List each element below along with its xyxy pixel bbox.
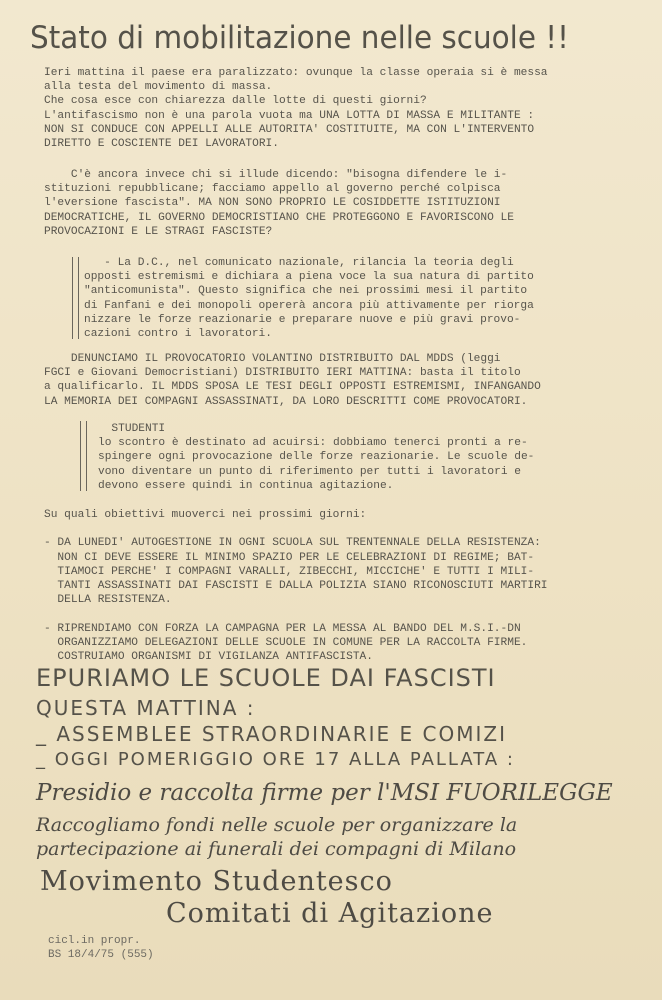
typed-line [44,607,634,621]
margin-bar [72,257,79,339]
typed-line: opposti estremismi e dichiara a piena voce la sua natura di partito [84,271,534,284]
typed-line: vono diventare un punto di riferimento per tutti i lavoratori e [98,465,521,478]
typed-line: TIAMOCI PERCHE' I COMPAGNI VARALLI, ZIBECCHI, MICCICHE' E TUTTI I MILI- [44,565,535,578]
typed-line: DENUNCIAMO IL PROVOCATORIO VOLANTINO DISTRIBUITO DAL MDDS (leggi [44,353,501,365]
paragraph-mdds [44,352,634,409]
typed-line: ORGANIZZIAMO DELEGAZIONI DELLE SCUOLE IN COMUNE PER LA RACCOLTA FIRME. [44,636,528,649]
typed-line: PROVOCAZIONI E LE STRAGI FASCISTE? [44,225,273,238]
typed-line: C'è ancora invece chi si illude dicendo: "bisogna difendere le i- [44,169,508,181]
typed-line: l'eversione fascista". MA NON SONO PROPRIO LE COSIDDETTE ISTITUZIONI [44,197,501,210]
typed-line: Ieri mattina il paese era paralizzato: ovunque la classe operaia si è messa [44,67,548,79]
handwritten-slogan: EPURIAMO LE SCUOLE DAI FASCISTI [36,664,496,692]
signature-comitati: Comitati di Agitazione [166,898,494,929]
handwritten-morning: QUESTA MATTINA : [36,696,256,720]
typed-line: - RIPRENDIAMO CON FORZA LA CAMPAGNA PER LA MESSA AL BANDO DEL M.S.I.-DN [44,622,521,635]
paragraph-objectives [44,508,634,664]
typed-line: DELLA RESISTENZA. [44,594,172,607]
typed-line: lo scontro è destinato ad acuirsi: dobbiamo tenerci pronti a re- [98,437,528,450]
typed-line: Su quali obiettivi muoverci nei prossimi giorni: [44,509,367,521]
footer-printer: cicl.in propr. [48,935,141,947]
handwritten-afternoon: _ OGGI POMERIGGIO ORE 17 ALLA PALLATA : [36,749,515,770]
paragraph-studenti [98,422,634,493]
typed-line: NON SI CONDUCE CON APPELLI ALLE AUTORITA' COSTITUITE, MA CON L'INTERVENTO [44,123,535,136]
typed-line: di Fanfani e dei monopoli opererà ancora più attivamente per riorga [84,299,534,312]
handwritten-presidio: Presidio e raccolta firme per l'MSI FUORILEGGE [36,780,613,806]
typed-line: STUDENTI [98,423,166,435]
paragraph-illusion [44,168,634,239]
typed-line: LA MEMORIA DEI COMPAGNI ASSASSINATI, DA LORO DESCRITTI COME PROVOCATORI. [44,395,528,408]
typed-line: a qualificarlo. IL MDDS SPOSA LE TESI DEGLI OPPOSTI ESTREMISMI, INFANGANDO [44,381,541,394]
typed-line: alla testa del movimento di massa. [44,81,273,94]
typed-line: DIRETTO E COSCIENTE DEI LAVORATORI. [44,138,279,151]
typed-line [44,522,634,536]
margin-bar [80,421,87,491]
typed-line: "anticomunista". Questo significa che nei prossimi mesi il partito [84,285,528,298]
typed-line: NON CI DEVE ESSERE IL MINIMO SPAZIO PER LE CELEBRAZIONI DI REGIME; BAT- [44,551,535,564]
footer-date-code: BS 18/4/75 (555) [48,949,154,961]
typed-line: stituzioni repubblicane; facciamo appello al governo perché colpisca [44,183,501,196]
typed-line: - La D.C., nel comunicato nazionale, rilancia la teoria degli [84,257,514,269]
typed-line: cazioni contro i lavoratori. [84,328,272,341]
typed-line: nizzare le forze reazionarie e preparare nuove e più gravi provo- [84,313,521,326]
typed-line: spingere ogni provocazione delle forze reazionarie. Le scuole de- [98,451,535,464]
typed-line: COSTRUIAMO ORGANISMI DI VIGILANZA ANTIFASCISTA. [44,651,373,664]
typed-line: Che cosa esce con chiarezza dalle lotte di questi giorni? [44,95,427,108]
typed-line: DEMOCRATICHE, IL GOVERNO DEMOCRISTIANO CHE PROTEGGONO E FAVORISCONO LE [44,211,514,224]
typed-line: L'antifascismo non è una parola vuota ma UNA LOTTA DI MASSA E MILITANTE : [44,109,535,122]
paragraph-dc [84,256,634,341]
typed-line: - DA LUNEDI' AUTOGESTIONE IN OGNI SCUOLA SUL TRENTENNALE DELLA RESISTENZA: [44,537,541,550]
signature-movimento: Movimento Studentesco [40,866,393,897]
typed-line: TANTI ASSASSINATI DAI FASCISTI E DALLA POLIZIA SIANO RICONOSCIUTI MARTIRI [44,580,548,593]
handwritten-funerals: partecipazione ai funerali dei compagni di Milano [36,838,517,860]
handwritten-assemblies: _ ASSEMBLEE STRAORDINARIE E COMIZI [36,722,507,746]
document-title: Stato di mobilitazione nelle scuole !! [30,20,569,56]
paragraph-intro [44,66,634,151]
typed-line: FGCI e Giovani Democristiani) DISTRIBUITO IERI MATTINA: basta il titolo [44,367,521,380]
typed-line: devono essere quindi in continua agitazione. [98,479,394,492]
handwritten-fundraise: Raccogliamo fondi nelle scuole per organizzare la [36,814,518,836]
